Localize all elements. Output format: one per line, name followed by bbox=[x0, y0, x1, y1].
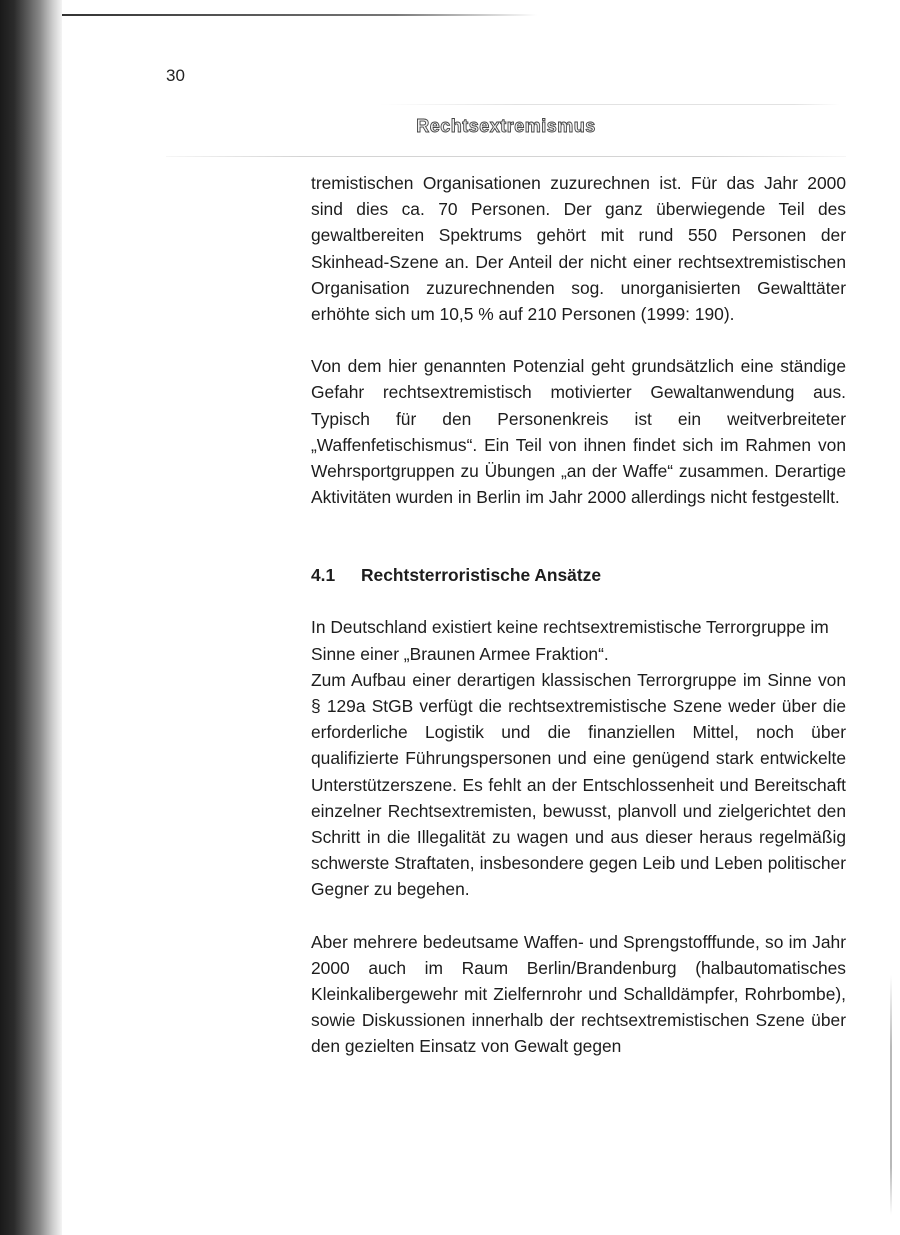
binding-shadow bbox=[0, 0, 62, 1235]
scan-top-edge bbox=[62, 14, 537, 16]
body-text bbox=[311, 170, 846, 1060]
header-rule-top bbox=[380, 104, 840, 105]
page-number: 30 bbox=[166, 66, 185, 85]
header-rule bbox=[166, 156, 846, 157]
paragraph: Zum Aufbau einer derartigen klassischen Terrorgruppe im Sinne von § 129a StGB verfügt die rechtsextremistische Szene weder über die erforderliche Logistik und die finanziellen Mittel, noch über qualifizierte Führungspersonen und eine genügend stark entwickelte Unterstützerszene. Es fehlt an der Entschlossenheit und Bereitschaft einzelner Rechtsextremisten, bewusst, planvoll und zielgerichtet den Schritt in die Illegalität zu wagen und aus dieser heraus regelmäßig schwerste Straftaten, insbesondere gegen Leib und Leben politischer Gegner zu begehen. bbox=[311, 669, 846, 900]
section-title: Rechtsterroristische Ansätze bbox=[361, 565, 602, 586]
section-number: 4.1 bbox=[311, 565, 336, 586]
paragraph: tremistischen Organisationen zuzurechnen ist. Für das Jahr 2000 sind dies ca. 70 Personen. Der ganz überwiegende Teil des gewaltbereiten Spektrums gehört mit rund 550 Personen der Skinhead-Szene an. Der Anteil der nicht einer rechtsextremistischen Organisation zuzurechnenden sog. unorganisierten Gewalttäter erhöhte sich um 10,5 % auf 210 Personen (1999: 190). bbox=[311, 173, 846, 325]
running-head: Rechtsextremismus bbox=[416, 116, 596, 136]
section-heading bbox=[311, 562, 846, 588]
paragraph: In Deutschland existiert keine rechtsextremistische Terrorgruppe im Sinne einer „Braunen Armee Fraktion“. bbox=[311, 617, 829, 664]
paragraph: Aber mehrere bedeutsame Waffen- und Sprengstofffunde, so im Jahr 2000 auch im Raum Berlin/Brandenburg (halbautomatisches Kleinkalibergewehr mit Zielfernrohr und Schalldämpfer, Rohrbombe), sowie Diskussionen innerhalb der rechtsextremistischen Szene über den gezielten Einsatz von Gewalt gegen bbox=[311, 931, 846, 1057]
scan-right-edge bbox=[890, 975, 892, 1215]
paragraph: Von dem hier genannten Potenzial geht grundsätzlich eine ständige Gefahr rechtsextremistisch motivierter Gewaltanwendung aus. Typisch für den Personenkreis ist ein weitverbreiteter „Waffenfetischismus“. Ein Teil von ihnen findet sich im Rahmen von Wehrsportgruppen zu Übungen „an der Waffe“ zusammen. Derartige Aktivitäten wurden in Berlin im Jahr 2000 allerdings nicht festgestellt. bbox=[311, 356, 846, 508]
